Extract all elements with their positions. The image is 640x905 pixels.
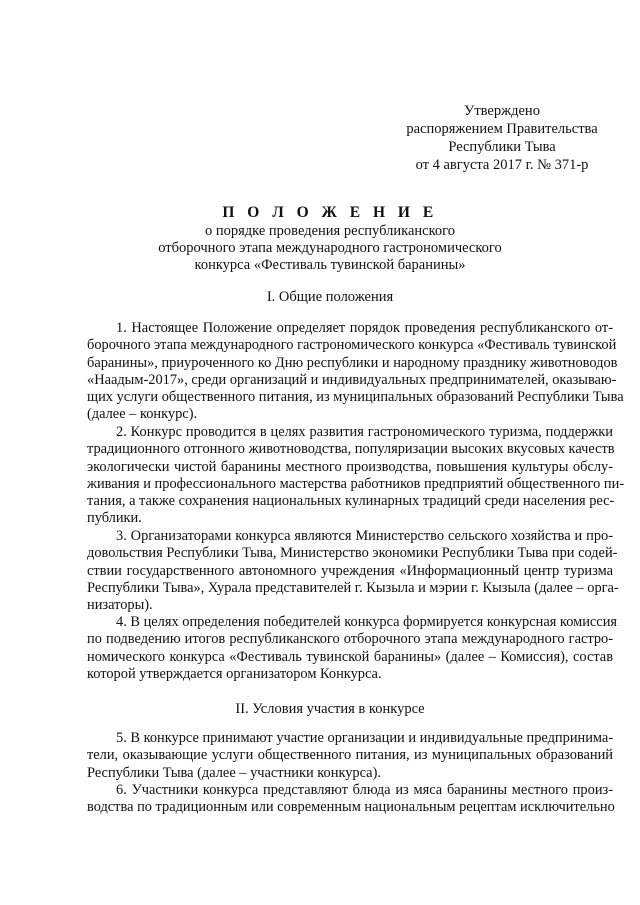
paragraph-line: публики. (87, 510, 142, 527)
approval-line: распоряжением Правительства (406, 121, 598, 137)
approval-line: Республики Тыва (448, 139, 556, 155)
document-title-block (40, 204, 620, 274)
paragraph-line: щих услуги общественного питания, из муниципальных образований Республики Тыва (87, 389, 624, 406)
paragraph-3 (87, 528, 619, 614)
paragraph-line: которой утверждается организатором Конкурса. (87, 665, 382, 682)
paragraph-line: довольствия Республики Тыва, Министерство экономики Республики Тыва при содей- (87, 545, 618, 562)
paragraph-1 (87, 320, 624, 424)
approval-line: Утверждено (464, 103, 540, 119)
title-subline: конкурса «Фестиваль тувинской баранины» (194, 257, 466, 273)
section-heading-general: I. Общие положения (266, 289, 394, 305)
paragraph-line: «Наадым-2017», среди организаций и индивидуальных предпринимателей, оказываю- (87, 371, 617, 388)
paragraph-line: 4. В целях определения победителей конкурса формируется конкурсная комиссия (116, 614, 618, 630)
paragraph-line: Республики Тыва (далее – участники конкурса). (87, 764, 381, 781)
paragraph-line: экологически чистой баранины местного производства, повышения культуры обслу- (87, 458, 613, 475)
paragraph-4 (87, 614, 618, 683)
paragraph-line: номического конкурса «Фестиваль тувинской баранины» (далее – Комиссия), состав (87, 648, 613, 665)
paragraph-line: баранины», приуроченного ко Дню республики и народному празднику животноводов (87, 354, 618, 371)
section-heading-conditions: II. Условия участия в конкурсе (235, 701, 425, 717)
paragraph-line: 1. Настоящее Положение определяет порядок проведения республиканского от- (116, 320, 613, 336)
title-subline: отборочного этапа международного гастрономического (158, 240, 502, 256)
paragraph-line: (далее – конкурс). (87, 406, 198, 423)
paragraph-line: традиционного отгонного животноводства, популяризации высоких вкусовых качеств (87, 441, 615, 458)
title-subline: о порядке проведения республиканского (205, 223, 455, 239)
paragraph-line: 3. Организаторами конкурса являются Министерство сельского хозяйства и про- (116, 528, 613, 544)
paragraph-line: водства по традиционным или современным национальным рецептам исключительно (87, 799, 615, 816)
paragraph-line: борочного этапа международного гастрономического конкурса «Фестиваль тувинской (87, 337, 617, 354)
paragraph-line: 6. Участники конкурса представляют блюда из мяса баранины местного произ- (116, 782, 613, 798)
paragraph-5 (87, 730, 613, 782)
paragraph-line: низаторы). (87, 597, 153, 614)
approval-line: от 4 августа 2017 г. № 371-р (415, 157, 589, 173)
paragraph-line: 2. Конкурс проводится в целях развития гастрономического туризма, поддержки (116, 424, 613, 440)
paragraph-6 (87, 782, 613, 817)
paragraph-line: 5. В конкурсе принимают участие организации и индивидуальные предпринима- (116, 730, 614, 746)
paragraph-line: Республики Тыва», Хурала представителей г. Кызыла и мэрии г. Кызыла (далее – орга- (87, 579, 619, 596)
paragraph-line: живания и профессионального мастерства работников предприятий общественного пи- (87, 475, 625, 492)
paragraph-line: по подведению итогов республиканского отборочного этапа международного гастро- (87, 631, 613, 648)
paragraph-line: тели, оказывающие услуги общественного питания, из муниципальных образований (87, 747, 613, 764)
approval-stamp (392, 102, 612, 174)
document-title: П О Л О Ж Е Н И Е (222, 204, 438, 221)
paragraph-2 (87, 424, 625, 528)
paragraph-line: тания, а также сохранения национальных кулинарных традиций среди населения рес- (87, 493, 615, 510)
paragraph-line: ствии государственного автономного учреждения «Информационный центр туризма (87, 562, 613, 579)
